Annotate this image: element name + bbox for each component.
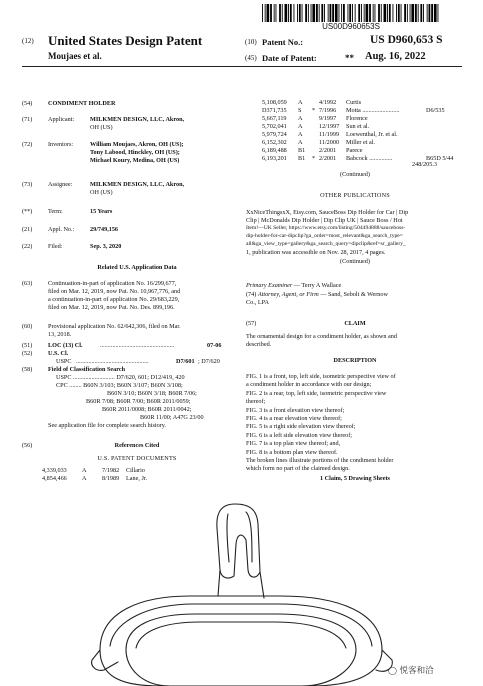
description-line: FIG. 2 is a rear, top, left side, isometric perspective view [246, 389, 387, 397]
ref-kind: A [82, 475, 87, 482]
assignee-label: Assignee: [48, 181, 73, 188]
right-ref-kind: A [298, 139, 303, 146]
term-label: Term: [48, 208, 63, 215]
description-line: a condiment holder in accordance with our design; [246, 381, 372, 389]
field-code-73: (73) [22, 181, 33, 188]
barcode-bar [373, 4, 374, 22]
barcode-bar [332, 4, 334, 22]
continuation-line-4: filed on Mar. 12, 2019, now Pat. No. Des. 899,196. [48, 304, 175, 311]
description-line: FIG. 1 is a front, top, left side, isometric perspective view of [246, 373, 396, 380]
barcode-bar [305, 4, 307, 22]
field-code-60: (60) [22, 323, 33, 330]
claims-sheets-line: 1 Claim, 5 Drawing Sheets [320, 475, 390, 482]
holder-outer-ring [100, 596, 382, 686]
barcode-bar [415, 4, 417, 22]
description-line: FIG. 6 is a left side elevation view thereof; [246, 431, 353, 439]
date-stars: ** [345, 53, 354, 63]
right-ref-no: 5,667,119 [262, 115, 287, 122]
barcode-bar [401, 4, 402, 22]
barcode-bar [321, 4, 323, 22]
description-line: FIG. 8 is a bottom plan view thereof. [246, 448, 338, 456]
barcode-bar [387, 4, 388, 22]
field-code-12: (12) [22, 37, 34, 45]
barcode-bar [434, 4, 437, 22]
barcode-bar [285, 4, 288, 22]
watermark [388, 664, 434, 676]
assignee-location: OH (US) [90, 189, 113, 196]
inventor-1: William Moujaes, Akron, OH (US); [90, 141, 184, 148]
holder-rim-detail [110, 604, 372, 646]
barcode-number: US00D960653S [322, 22, 380, 31]
chat-bubble-icon: ◯ [388, 666, 397, 675]
barcode-bar [274, 4, 275, 22]
uspc-label: USPC [56, 358, 72, 365]
right-ref-date: 2/2001 [319, 155, 337, 162]
field-search-note: See application file for complete search history. [48, 422, 166, 429]
field-code-74: (74) [246, 291, 257, 298]
field-search-line-4: B60R 7/08; B60R 7/00; B60R 2011/0059; [86, 398, 191, 405]
other-pub-line-5: all&ga_view_type=gallery&ga_search_query=dipclip&ref=sr_gallery_ [246, 241, 406, 247]
examiner-line [246, 282, 341, 290]
filed-label: Filed: [48, 243, 63, 250]
barcode-bar [404, 4, 406, 22]
inventor-3: Michael Koury, Medina, OH (US) [90, 157, 180, 164]
continued-label: (Continued) [340, 171, 370, 178]
barcode-bar [308, 4, 309, 22]
description-line: FIG. 3 is a front elevation view thereof; [246, 406, 345, 414]
barcode-bar [328, 4, 329, 22]
right-ref-name: Babcock ............... [346, 155, 393, 162]
barcode-bar [276, 4, 277, 22]
field-code-57: (57) [246, 320, 257, 327]
barcode-bar [290, 4, 292, 22]
claim-line-1: The ornamental design for a condiment holder, as shown and [246, 333, 397, 340]
field-code-term: (**) [22, 208, 33, 215]
barcode-bar [288, 4, 289, 22]
description-line: thereof; [246, 398, 266, 406]
field-code-10: (10) [245, 38, 257, 46]
barcode-bar [361, 4, 362, 22]
field-code-63: (63) [22, 280, 33, 287]
inventor-2: Tony Labood, Hinckley, OH (US); [90, 149, 180, 156]
right-ref-kind: B1 [298, 155, 306, 162]
barcode-bar [349, 4, 351, 22]
right-ref-no: 5,108,059 [262, 99, 287, 106]
clip-neck [218, 570, 264, 598]
clip-hook-inner [227, 514, 229, 562]
ref-number: 4,339,033 [42, 467, 67, 474]
watermark-text: 悦客和洽 [399, 666, 434, 676]
barcode [262, 4, 440, 22]
ref-name: Lane, Jr. [126, 475, 148, 482]
field-search-label: Field of Classification Search [48, 366, 126, 373]
field-code-56: (56) [22, 442, 33, 449]
appl-no-value: 29/749,156 [90, 226, 119, 233]
patent-number: US D960,653 S [370, 34, 443, 46]
description-heading: DESCRIPTION [333, 357, 377, 364]
description-line: FIG. 7 is a top plan view thereof; and, [246, 440, 341, 448]
assignee-name: MILKMEN DESIGN, LLC, Akron, [90, 181, 185, 188]
ref-kind: A [82, 467, 87, 474]
field-search-line-5: B60R 2011/0008; B60R 2011/0042; [102, 406, 192, 413]
right-ref-star: * [312, 155, 316, 162]
claim-heading: CLAIM [344, 320, 366, 327]
barcode-bar [407, 4, 408, 22]
loc-value: 07-06 [207, 342, 222, 349]
right-ref-date: 2/2001 [319, 147, 337, 154]
description-line: FIG. 5 is a right side elevation view thereof; [246, 423, 356, 431]
right-ref-date: 9/1997 [319, 115, 337, 122]
ref-name: Cillario [126, 467, 145, 474]
barcode-bar [299, 4, 301, 22]
applicant-label: Applicant: [48, 116, 75, 123]
right-ref-date: 11/1999 [319, 131, 340, 138]
us-patent-documents-heading: U.S. PATENT DOCUMENTS [97, 455, 177, 462]
barcode-bar [393, 4, 394, 22]
continued-label-2: (Continued) [340, 258, 370, 265]
field-code-22: (22) [22, 243, 33, 250]
barcode-bar [418, 4, 419, 22]
appl-no-label: Appl. No.: [48, 226, 75, 233]
ref-class-continued: 248/205.3 [412, 161, 437, 168]
right-ref-cls: B65D 5/44 [426, 155, 454, 162]
field-code-71: (71) [22, 116, 33, 123]
barcode-bar [279, 4, 281, 22]
barcode-bar [381, 4, 382, 22]
barcode-bar [341, 4, 342, 22]
field-search-line-6: B60R 11/00; A47G 23/00 [140, 414, 204, 421]
right-ref-no: D371,735 [262, 107, 287, 114]
other-pub-line-3: Item!—UK Seller, https://www.etsy.com/listing/504494888/sauceboss- [246, 225, 406, 231]
continuation-line-3: a continuation-in-part of application No. 29/683,229, [48, 296, 180, 303]
uspc-value: D7/601 [176, 358, 195, 365]
barcode-bar [427, 4, 428, 22]
barcode-bar [267, 4, 270, 22]
right-ref-date: 11/2000 [319, 139, 340, 146]
field-code-21: (21) [22, 226, 33, 233]
barcode-bar [378, 4, 380, 22]
right-ref-no: 6,189,488 [262, 147, 287, 154]
right-ref-kind: A [298, 99, 303, 106]
barcode-bar [438, 4, 439, 22]
right-ref-date: 7/1996 [319, 107, 337, 114]
right-ref-kind: A [298, 131, 303, 138]
field-code-54: (54) [22, 100, 33, 107]
right-ref-kind: A [298, 123, 303, 130]
barcode-bar [375, 4, 376, 22]
barcode-bar [297, 4, 298, 22]
other-pub-line-1: XxNiceThingsxX, Etsy.com, SauceBoss Dip Holder for Car | Dip [246, 209, 409, 216]
field-search-line-3: B60N 3/10; B60N 3/18; B60R 7/06; [107, 390, 197, 397]
examiner-name: — Terry A Wallace [292, 282, 342, 289]
holder-rim-detail-2 [136, 622, 346, 648]
barcode-bar [330, 4, 332, 22]
attorney-line [246, 291, 388, 299]
field-code-51: (51) [22, 342, 33, 349]
references-heading: References Cited [114, 442, 160, 449]
barcode-bar [348, 4, 349, 22]
claim-line-2: described. [246, 341, 272, 348]
right-ref-name: Loewenthal, Jr. et al. [346, 131, 398, 138]
right-ref-cls: D6/535 [426, 107, 445, 114]
description-line: The broken lines illustrate portions of the condiment holder [246, 457, 394, 464]
field-search-line-2: CPC ........ B60N 3/103; B60N 3/107; B60N 3/108; [56, 382, 183, 389]
header-divider [22, 66, 462, 67]
right-ref-no: 6,152,302 [262, 139, 287, 146]
attorney-label: Attorney, Agent, or Firm [257, 291, 319, 298]
barcode-bar [423, 4, 424, 22]
ref-date: 8/1989 [102, 475, 120, 482]
date-of-patent-label: Date of Patent: [262, 53, 317, 63]
right-ref-kind: B1 [298, 147, 306, 154]
barcode-bar [396, 4, 397, 22]
other-pub-line-2: Clip | McDonalds Dip Holder | Dip Clip UK | Sauce Boss / Hot [246, 217, 403, 224]
right-ref-kind: A [298, 115, 303, 122]
right-ref-no: 5,702,041 [262, 123, 287, 130]
right-ref-name: Curtis [346, 99, 362, 106]
barcode-bar [352, 4, 353, 22]
barcode-bar [411, 4, 414, 22]
right-ref-date: 4/1992 [319, 99, 337, 106]
applicant-name: MILKMEN DESIGN, LLC, Akron, [90, 116, 185, 123]
us-cl-label: U.S. Cl. [48, 350, 69, 357]
barcode-bar [366, 4, 369, 22]
examiner-label: Primary Examiner [246, 282, 293, 289]
uspc-value-2: ; D7/620 [198, 358, 220, 365]
attorney-name: — Sand, Sebolt & Wernow [318, 291, 388, 298]
other-pub-line-6: 1, publication was accessible on Nov. 28, 2017, 4 pages. [246, 249, 386, 256]
field-code-45: (45) [245, 54, 257, 62]
barcode-bar [410, 4, 411, 22]
inventors-label: Inventors: [48, 141, 74, 148]
related-heading: Related U.S. Application Data [97, 264, 177, 271]
right-ref-date: 12/1997 [319, 123, 340, 130]
barcode-bar [262, 4, 263, 22]
barcode-bar [339, 4, 340, 22]
right-ref-name: Miller et al. [346, 139, 376, 146]
barcode-bar [312, 4, 315, 22]
barcode-bar [389, 4, 391, 22]
description-line: FIG. 4 is a rear elevation view thereof; [246, 415, 342, 422]
filed-value: Sep. 3, 2020 [90, 243, 122, 250]
loc-label: LOC (13) Cl. [48, 342, 83, 349]
design-title: CONDIMENT HOLDER [48, 100, 116, 107]
other-pub-line-4: dip-holder-for-car-dipclip?ga_order=most_relevant&ga_search_type= [246, 233, 403, 239]
barcode-bar [343, 4, 345, 22]
barcode-bar [270, 4, 272, 22]
field-search-line-1: USPC ........................... D7/620, 601; D12/419, 420 [56, 374, 185, 381]
date-of-patent: Aug. 16, 2022 [365, 51, 426, 62]
attorney-line-2: Co., LPA [246, 299, 269, 306]
barcode-bar [319, 4, 320, 22]
provisional-line-2: 13, 2018. [48, 331, 72, 338]
barcode-bar [294, 4, 295, 22]
barcode-bar [398, 4, 400, 22]
header-inventors: Moujaes et al. [48, 51, 102, 61]
continuation-line-1: Continuation-in-part of application No. 16/299,677, [48, 280, 177, 287]
document-title: United States Design Patent [48, 33, 203, 48]
field-code-52: (52) [22, 350, 33, 357]
holder-inner-ring [126, 614, 356, 686]
barcode-bar [282, 4, 283, 22]
barcode-bar [369, 4, 371, 22]
ref-date: 7/1982 [102, 467, 120, 474]
barcode-bar [364, 4, 365, 22]
right-ref-name: Florence [346, 115, 368, 122]
right-ref-name: Sun et al. [346, 123, 370, 130]
barcode-bar [355, 4, 356, 22]
field-code-58: (58) [22, 366, 33, 373]
barcode-bar [384, 4, 387, 22]
provisional-line-1: Provisional application No. 62/642,306, filed on Mar. [48, 323, 181, 330]
loc-dots: ................................................ [100, 342, 175, 349]
ref-number: 4,854,466 [42, 475, 67, 482]
right-ref-name: Motta ........................ [346, 107, 400, 114]
patent-number-label: Patent No.: [262, 37, 304, 47]
uspc-dots: ............................................... [76, 358, 149, 365]
barcode-bar [431, 4, 433, 22]
right-ref-star: * [312, 107, 316, 114]
continuation-line-2: filed on Mar. 12, 2019, now Pat. No. 10,967,776, and [48, 288, 181, 295]
right-ref-kind: S [298, 107, 302, 114]
barcode-bar [358, 4, 360, 22]
barcode-bar [335, 4, 338, 22]
right-ref-no: 5,979,724 [262, 131, 287, 138]
clip-hook-outline [217, 504, 260, 578]
field-code-72: (72) [22, 141, 33, 148]
barcode-bar [420, 4, 422, 22]
barcode-bar [302, 4, 303, 22]
right-ref-name: Parece [346, 147, 363, 154]
barcode-bar [311, 4, 312, 22]
barcode-bar [265, 4, 266, 22]
barcode-bar [324, 4, 325, 22]
applicant-location: OH (US) [90, 124, 113, 131]
other-publications-heading: OTHER PUBLICATIONS [320, 192, 390, 199]
description-line: which form no part of the claimed design. [246, 465, 350, 473]
barcode-bar [429, 4, 431, 22]
barcode-bar [316, 4, 318, 22]
term-value: 15 Years [90, 208, 113, 215]
right-ref-no: 6,193,201 [262, 155, 287, 162]
condiment-holder-drawing [70, 500, 400, 686]
